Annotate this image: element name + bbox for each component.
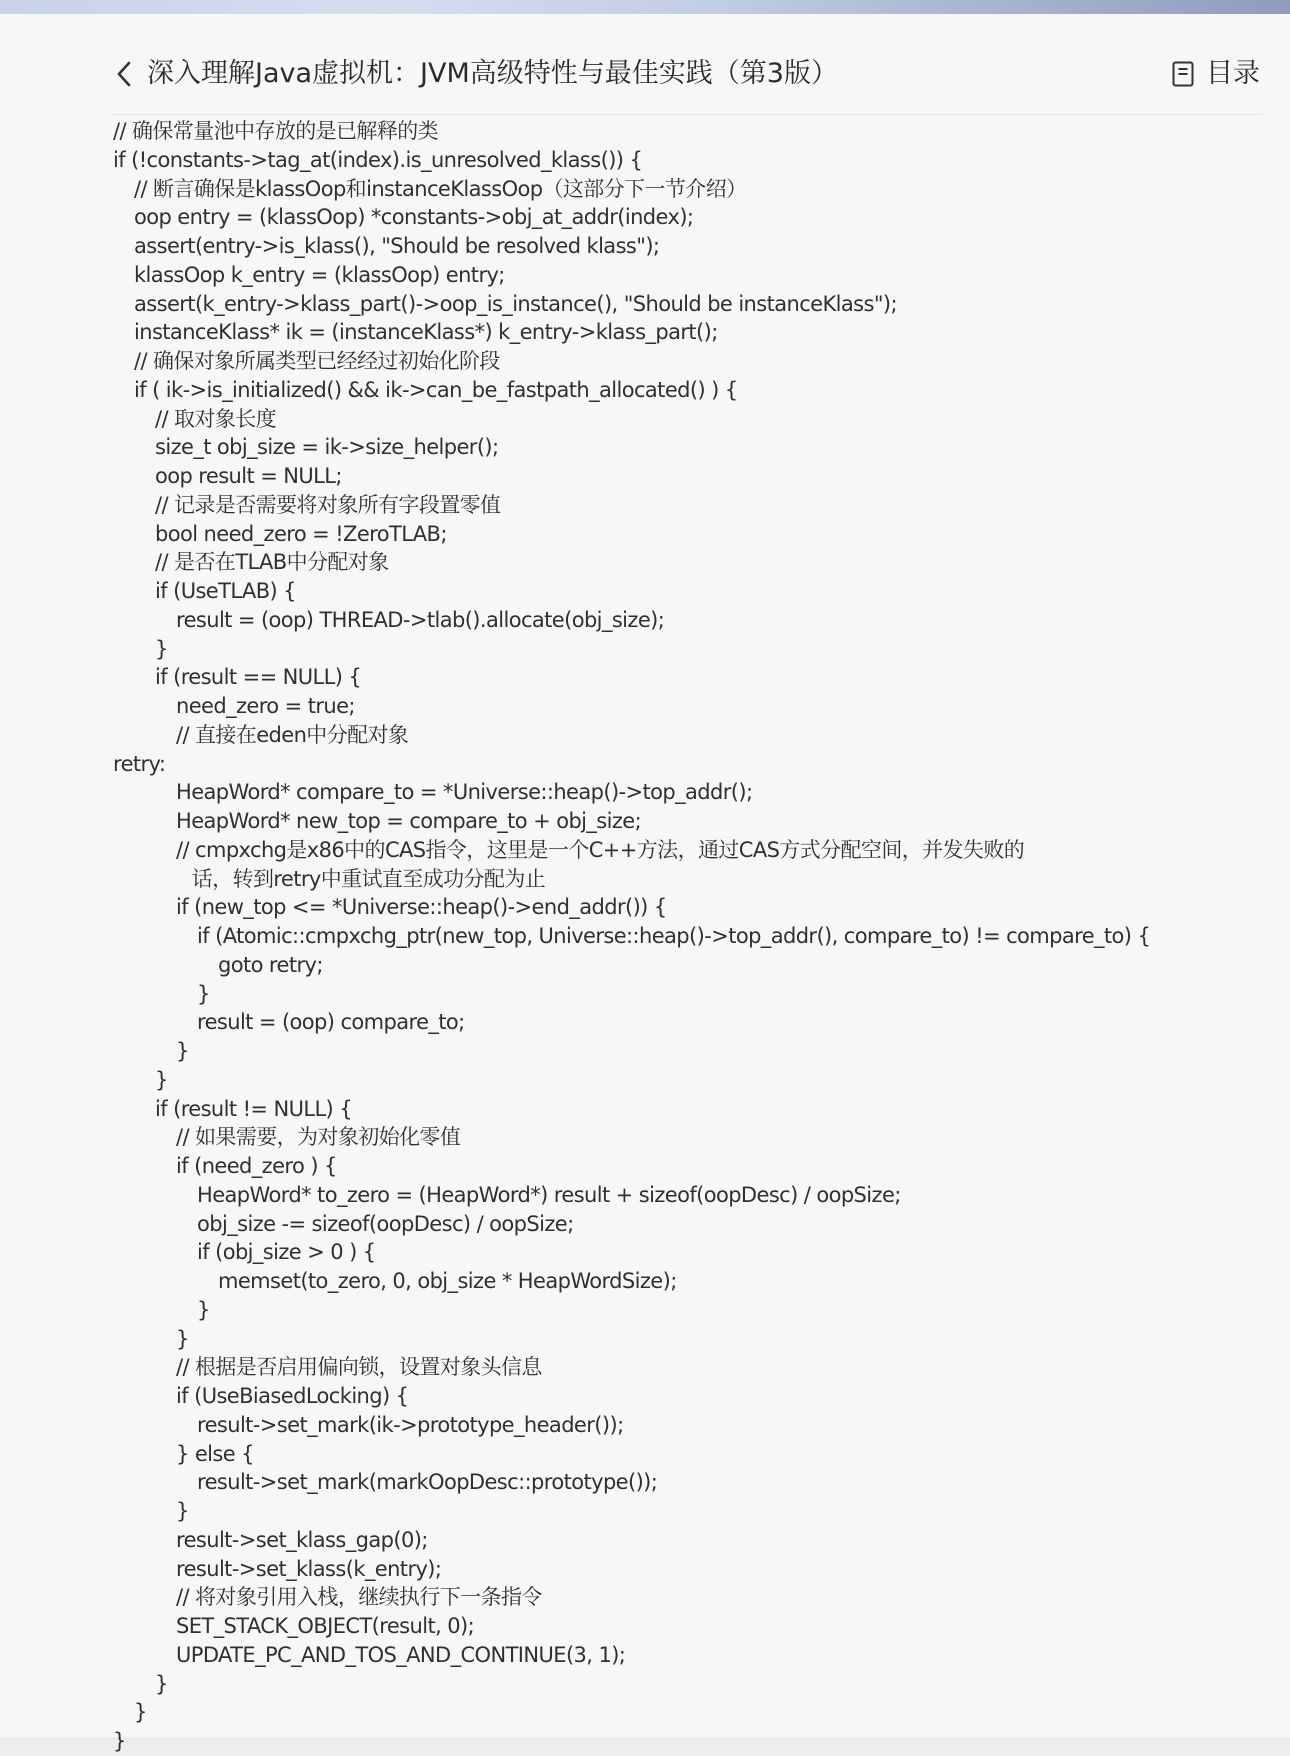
code-line xyxy=(113,1727,1263,1756)
code-line-text: // cmpxchg是x86中的CAS指令，这里是一个C++方法，通过CAS方式分配空间，并发失败的 xyxy=(176,837,1025,862)
code-line-text: } xyxy=(155,1067,168,1092)
code-line-text: size_t obj_size = ik->size_helper(); xyxy=(155,435,499,460)
code-line-text: if (UseBiasedLocking) { xyxy=(176,1384,409,1408)
code-block xyxy=(113,117,1263,1753)
code-line-text: // 将对象引用入栈，继续执行下一条指令 xyxy=(176,1585,542,1610)
code-line xyxy=(113,577,1263,606)
code-line-text: result = (oop) THREAD->tlab().allocate(obj_size); xyxy=(176,607,665,632)
code-line xyxy=(113,1095,1263,1124)
code-line xyxy=(113,1497,1263,1526)
code-line xyxy=(113,1123,1263,1152)
code-line-text: } xyxy=(155,1671,168,1696)
code-line-text: instanceKlass* ik = (instanceKlass*) k_entry->klass_part(); xyxy=(134,320,718,345)
header-divider xyxy=(112,114,1262,115)
code-line xyxy=(113,1238,1263,1267)
code-line xyxy=(113,1526,1263,1555)
code-line-text: result = (oop) compare_to; xyxy=(197,1010,465,1035)
code-line xyxy=(113,347,1263,376)
code-line-text: } xyxy=(155,636,168,661)
code-line xyxy=(113,1037,1263,1066)
book-title: 深入理解Java虚拟机：JVM高级特性与最佳实践（第3版） xyxy=(147,58,838,89)
code-line-text: result->set_mark(ik->prototype_header()); xyxy=(197,1412,624,1437)
code-line-text: HeapWord* new_top = compare_to + obj_size; xyxy=(176,809,642,833)
code-line-text: // 断言确保是klassOop和instanceKlassOop（这部分下一节介绍） xyxy=(134,176,747,201)
code-line-text: result->set_mark(markOopDesc::prototype()); xyxy=(197,1470,658,1495)
code-line-text: oop entry = (klassOop) *constants->obj_at_addr(index); xyxy=(134,205,694,230)
code-line xyxy=(113,1468,1263,1497)
code-line xyxy=(113,865,1263,894)
code-line-text: } xyxy=(197,981,210,1006)
code-line xyxy=(113,1325,1263,1354)
code-line xyxy=(113,778,1263,807)
code-line-text: UPDATE_PC_AND_TOS_AND_CONTINUE(3, 1); xyxy=(176,1642,626,1667)
code-line-text: obj_size -= sizeof(oopDesc) / oopSize; xyxy=(197,1211,574,1236)
code-line-text: } xyxy=(134,1700,147,1725)
code-line-text: } xyxy=(197,1297,210,1322)
code-line-text: if (new_top <= *Universe::heap()->end_addr()) { xyxy=(176,895,667,920)
code-line-text: assert(entry->is_klass(), "Should be resolved klass"); xyxy=(134,234,660,258)
code-line xyxy=(113,261,1263,290)
code-line xyxy=(113,1353,1263,1382)
code-line-text: // 根据是否启用偏向锁，设置对象头信息 xyxy=(176,1355,542,1380)
code-line-text: if (need_zero ) { xyxy=(176,1154,337,1178)
code-line-text: result->set_klass(k_entry); xyxy=(176,1556,442,1581)
code-line-text: } xyxy=(176,1039,189,1063)
code-line xyxy=(113,376,1263,405)
code-line xyxy=(113,951,1263,980)
back-button[interactable] xyxy=(108,50,140,98)
code-line-text: } xyxy=(113,1729,126,1753)
code-line xyxy=(113,922,1263,951)
code-line xyxy=(113,893,1263,922)
code-line xyxy=(113,1382,1263,1411)
code-line-text: bool need_zero = !ZeroTLAB; xyxy=(155,521,447,546)
code-line xyxy=(113,1440,1263,1469)
code-line-text: SET_STACK_OBJECT(result, 0); xyxy=(176,1614,475,1638)
code-line-text: if (result != NULL) { xyxy=(155,1096,352,1121)
code-line xyxy=(113,1210,1263,1239)
code-line xyxy=(113,462,1263,491)
book-icon xyxy=(1172,61,1194,87)
code-line xyxy=(113,1698,1263,1727)
code-line-text: // 确保常量池中存放的是已解释的类 xyxy=(113,119,439,143)
code-line-text: // 是否在TLAB中分配对象 xyxy=(155,550,389,575)
code-line xyxy=(113,203,1263,232)
chevron-left-icon xyxy=(115,60,133,88)
code-line-text: if (Atomic::cmpxchg_ptr(new_top, Universe::heap()->top_addr(), compare_to) != compare_to) { xyxy=(197,924,1151,948)
code-line-text: if ( ik->is_initialized() && ik->can_be_fastpath_allocated() ) { xyxy=(134,377,738,402)
toc-label: 目录 xyxy=(1206,58,1260,89)
code-line-text: } else { xyxy=(176,1441,254,1466)
code-line-text: oop result = NULL; xyxy=(155,464,342,488)
code-line xyxy=(113,692,1263,721)
code-line xyxy=(113,1066,1263,1095)
code-line-text: HeapWord* compare_to = *Universe::heap()->top_addr(); xyxy=(176,780,753,805)
code-line-text: if (UseTLAB) { xyxy=(155,579,296,603)
code-line-text: if (obj_size > 0 ) { xyxy=(197,1240,376,1265)
code-line-text: // 确保对象所属类型已经经过初始化阶段 xyxy=(134,349,500,373)
code-line xyxy=(113,318,1263,347)
code-line-text: 话，转到retry中重试直至成功分配为止 xyxy=(191,866,546,891)
code-line xyxy=(113,1555,1263,1584)
code-line-text: // 直接在eden中分配对象 xyxy=(176,722,409,747)
code-line-text: // 记录是否需要将对象所有字段置零值 xyxy=(155,492,501,517)
code-line xyxy=(113,117,1263,146)
code-line xyxy=(113,721,1263,750)
code-line xyxy=(113,520,1263,549)
code-line xyxy=(113,146,1263,175)
code-line-text: retry: xyxy=(113,751,166,776)
window-top-strip xyxy=(0,0,1290,14)
code-line xyxy=(113,635,1263,664)
code-line xyxy=(113,1411,1263,1440)
code-line-text: need_zero = true; xyxy=(176,694,355,718)
code-line xyxy=(113,606,1263,635)
code-line-text: if (result == NULL) { xyxy=(155,665,362,690)
code-line xyxy=(113,1641,1263,1670)
toc-button[interactable] xyxy=(1172,52,1260,96)
reader-header xyxy=(0,14,1290,114)
code-line xyxy=(113,750,1263,779)
code-line-text: result->set_klass_gap(0); xyxy=(176,1527,428,1552)
code-line-text: if (!constants->tag_at(index).is_unresolved_klass()) { xyxy=(113,147,643,172)
code-line-text: } xyxy=(176,1326,189,1351)
code-line xyxy=(113,663,1263,692)
code-line-text: goto retry; xyxy=(218,952,323,977)
code-line xyxy=(113,836,1263,865)
code-line xyxy=(113,980,1263,1009)
code-line xyxy=(113,1152,1263,1181)
code-line xyxy=(113,232,1263,261)
code-line-text: klassOop k_entry = (klassOop) entry; xyxy=(134,262,505,287)
code-line xyxy=(113,1612,1263,1641)
code-line xyxy=(113,1008,1263,1037)
code-line xyxy=(113,175,1263,204)
code-line-text: memset(to_zero, 0, obj_size * HeapWordSize); xyxy=(218,1269,677,1293)
code-line xyxy=(113,807,1263,836)
code-line xyxy=(113,1181,1263,1210)
code-line-text: } xyxy=(176,1499,189,1523)
code-line xyxy=(113,1296,1263,1325)
code-line xyxy=(113,433,1263,462)
code-line xyxy=(113,290,1263,319)
code-line-text: assert(k_entry->klass_part()->oop_is_instance(), "Should be instanceKlass"); xyxy=(134,291,897,316)
code-line-text: // 取对象长度 xyxy=(155,406,277,431)
code-line xyxy=(113,405,1263,434)
code-line xyxy=(113,1583,1263,1612)
code-line xyxy=(113,1670,1263,1699)
code-line-text: // 如果需要，为对象初始化零值 xyxy=(176,1125,461,1150)
code-line xyxy=(113,548,1263,577)
code-line-text: HeapWord* to_zero = (HeapWord*) result + sizeof(oopDesc) / oopSize; xyxy=(197,1182,901,1207)
code-line xyxy=(113,1267,1263,1296)
code-line xyxy=(113,491,1263,520)
